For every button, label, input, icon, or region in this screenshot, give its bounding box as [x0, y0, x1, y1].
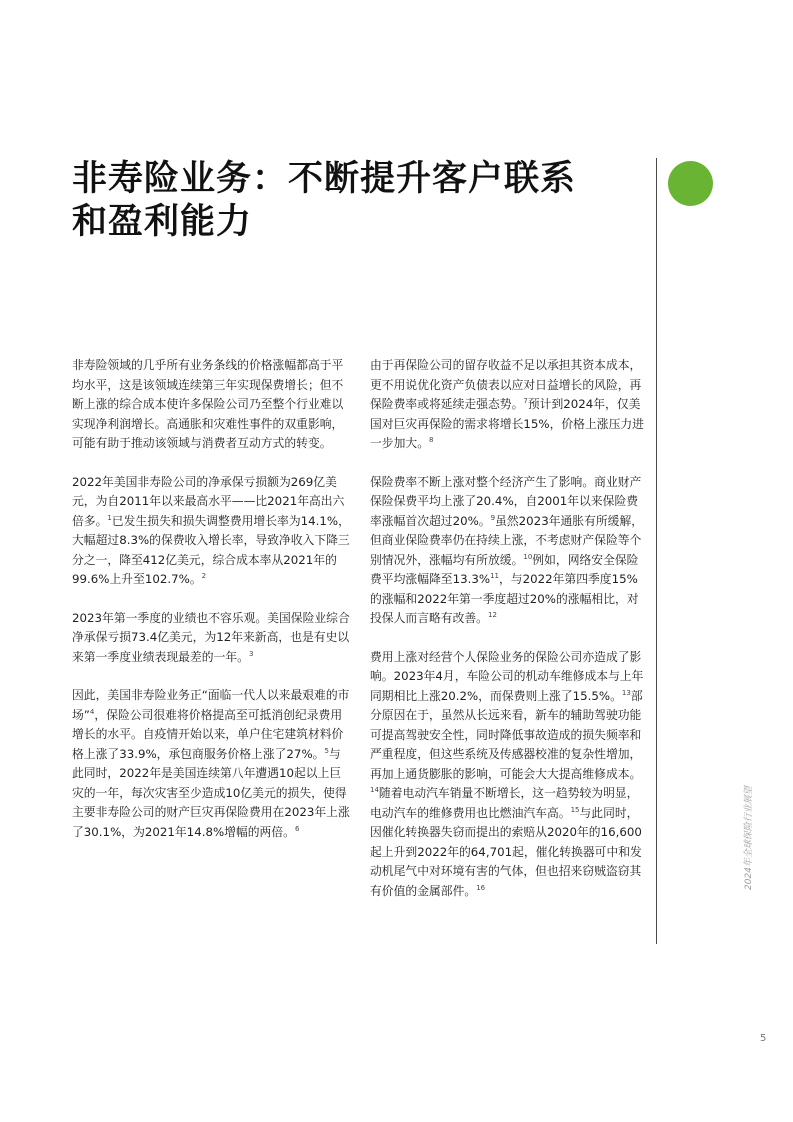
green-circle-icon	[668, 161, 713, 206]
footnote-ref: 14	[370, 786, 379, 795]
text-run: 由于再保险公司的留存收益不足以承担其资本成本，更不用说优化资产负债表以应对日益增长的风险，再保险费率或将延续走强态势。	[370, 358, 642, 411]
text-run: 与此同时，因催化转换器失窃而提出的索赔从2020年的16,600起上升到2022年的64,701起，催化转换器可中和发动机尾气中对环境有害的气体，但也招来窃贼盗窃其有价值的金属部件。	[370, 805, 642, 898]
paragraph	[370, 473, 648, 629]
text-run: 例如，网络安全保险费平均涨幅降至13.3%	[370, 552, 639, 586]
right-column	[370, 356, 648, 920]
vertical-divider	[656, 158, 657, 944]
text-run: 预计到2024年，仅美国对巨灾再保险的需求将增长15%，价格上涨压力进一步加大。	[370, 397, 644, 450]
text-run: ，保险公司很难将价格提高至可抵消创纪录费用增长的水平。自疫情开始以来，单户住宅建筑材料价格上涨了33.9%，承包商服务价格上涨了27%。	[72, 707, 344, 761]
side-label: 2024年全球保险行业展望	[744, 786, 754, 890]
footnote-ref: 2	[201, 572, 207, 581]
text-run: 2022年美国非寿险公司的净承保亏损额为269亿美元，为自2011年以来最高水平——比2021年高出六倍多。	[72, 474, 345, 528]
paragraph	[72, 473, 350, 590]
text-run: 与此同时，2022年是美国连续第八年遭遇10起以上巨灾的一年，每次灾害至少造成10亿美元的损失，使得主要非寿险公司的财产巨灾再保险费用在2023年上涨了30.1%，为2021年14.8%增幅的两倍。	[72, 746, 350, 839]
paragraph	[370, 648, 648, 902]
text-run: 非寿险领域的几乎所有业务条线的价格涨幅都高于平均水平，这是该领域连续第三年实现保费增长；但不断上涨的综合成本使许多保险公司乃至整个行业难以实现净利润增长。高通胀和灾难性事件的双重影响，可能有助于推动该领域与消费者互动方式的转变。	[72, 358, 344, 450]
text-run: 因此，美国非寿险业务正“面临一代人以来最艰难的市场”	[72, 688, 350, 722]
page-number: 5	[760, 1033, 767, 1044]
title-line-2: 和盈利能力	[72, 202, 253, 242]
title-line-1: 非寿险业务：不断提升客户联系	[72, 159, 577, 199]
footnote-ref: 4	[89, 707, 95, 716]
paragraph	[370, 356, 648, 454]
page-title	[72, 158, 612, 244]
text-run: 2023年第一季度的业绩也不容乐观。美国保险业综合净承保亏损73.4亿美元，为12年来新高，也是有史以来第一季度业绩表现最差的一年。	[72, 610, 350, 664]
footnote-ref: 9	[490, 513, 496, 522]
footnote-ref: 15	[570, 805, 580, 814]
paragraph	[72, 356, 350, 454]
footnote-ref: 6	[294, 824, 300, 833]
footnote-ref: 5	[324, 746, 329, 755]
text-run: 随着电动汽车销量不断增长，这一趋势较为明显，电动汽车的维修费用也比燃油汽车高。	[370, 786, 639, 820]
paragraph	[72, 686, 350, 842]
text-run: 虽然2023年通胀有所缓解，但商业保险费率仍在持续上涨，不考虑财产保险等个别情况外，涨幅均有所放缓。	[370, 513, 644, 567]
footnote-ref: 13	[621, 688, 631, 697]
footnote-ref: 7	[523, 397, 528, 406]
footnote-ref: 16	[476, 883, 486, 892]
text-run: 保险费率不断上涨对整个经济产生了影响。商业财产保险保费平均上涨了20.4%，自2001年以来保险费率涨幅首次超过20%。	[370, 474, 642, 528]
left-column	[72, 356, 350, 861]
footnote-ref: 10	[523, 552, 533, 561]
footnote-ref: 12	[487, 611, 497, 620]
paragraph	[72, 609, 350, 668]
footnote-ref: 3	[248, 649, 254, 658]
footnote-ref: 8	[429, 436, 434, 445]
footnote-ref: 11	[490, 572, 499, 581]
text-run: ，与2022年第四季度15%的涨幅和2022年第一季度超过20%的涨幅相比，对投保人而言略有改善。	[370, 572, 639, 625]
text-run: 已发生损失和损失调整费用增长率为14.1%，大幅超过8.3%的保费收入增长率，导致净收入下降三分之一，降至412亿美元，综合成本率从2021年的99.6%上升至102.7%。	[72, 513, 350, 586]
text-run: 费用上涨对经营个人保险业务的保险公司亦造成了影响。2023年4月，车险公司的机动车维修成本与上年同期相比上涨20.2%，而保费则上涨了15.5%。	[370, 649, 644, 703]
footnote-ref: 1	[107, 513, 112, 522]
text-run: 部分原因在于，虽然从长远来看，新车的辅助驾驶功能可提高驾驶安全性，同时降低事故造成的损失频率和严重程度，但这些系统及传感器校准的复杂性增加，再加上通货膨胀的影响，可能会大大提高维修成本。	[370, 688, 643, 781]
